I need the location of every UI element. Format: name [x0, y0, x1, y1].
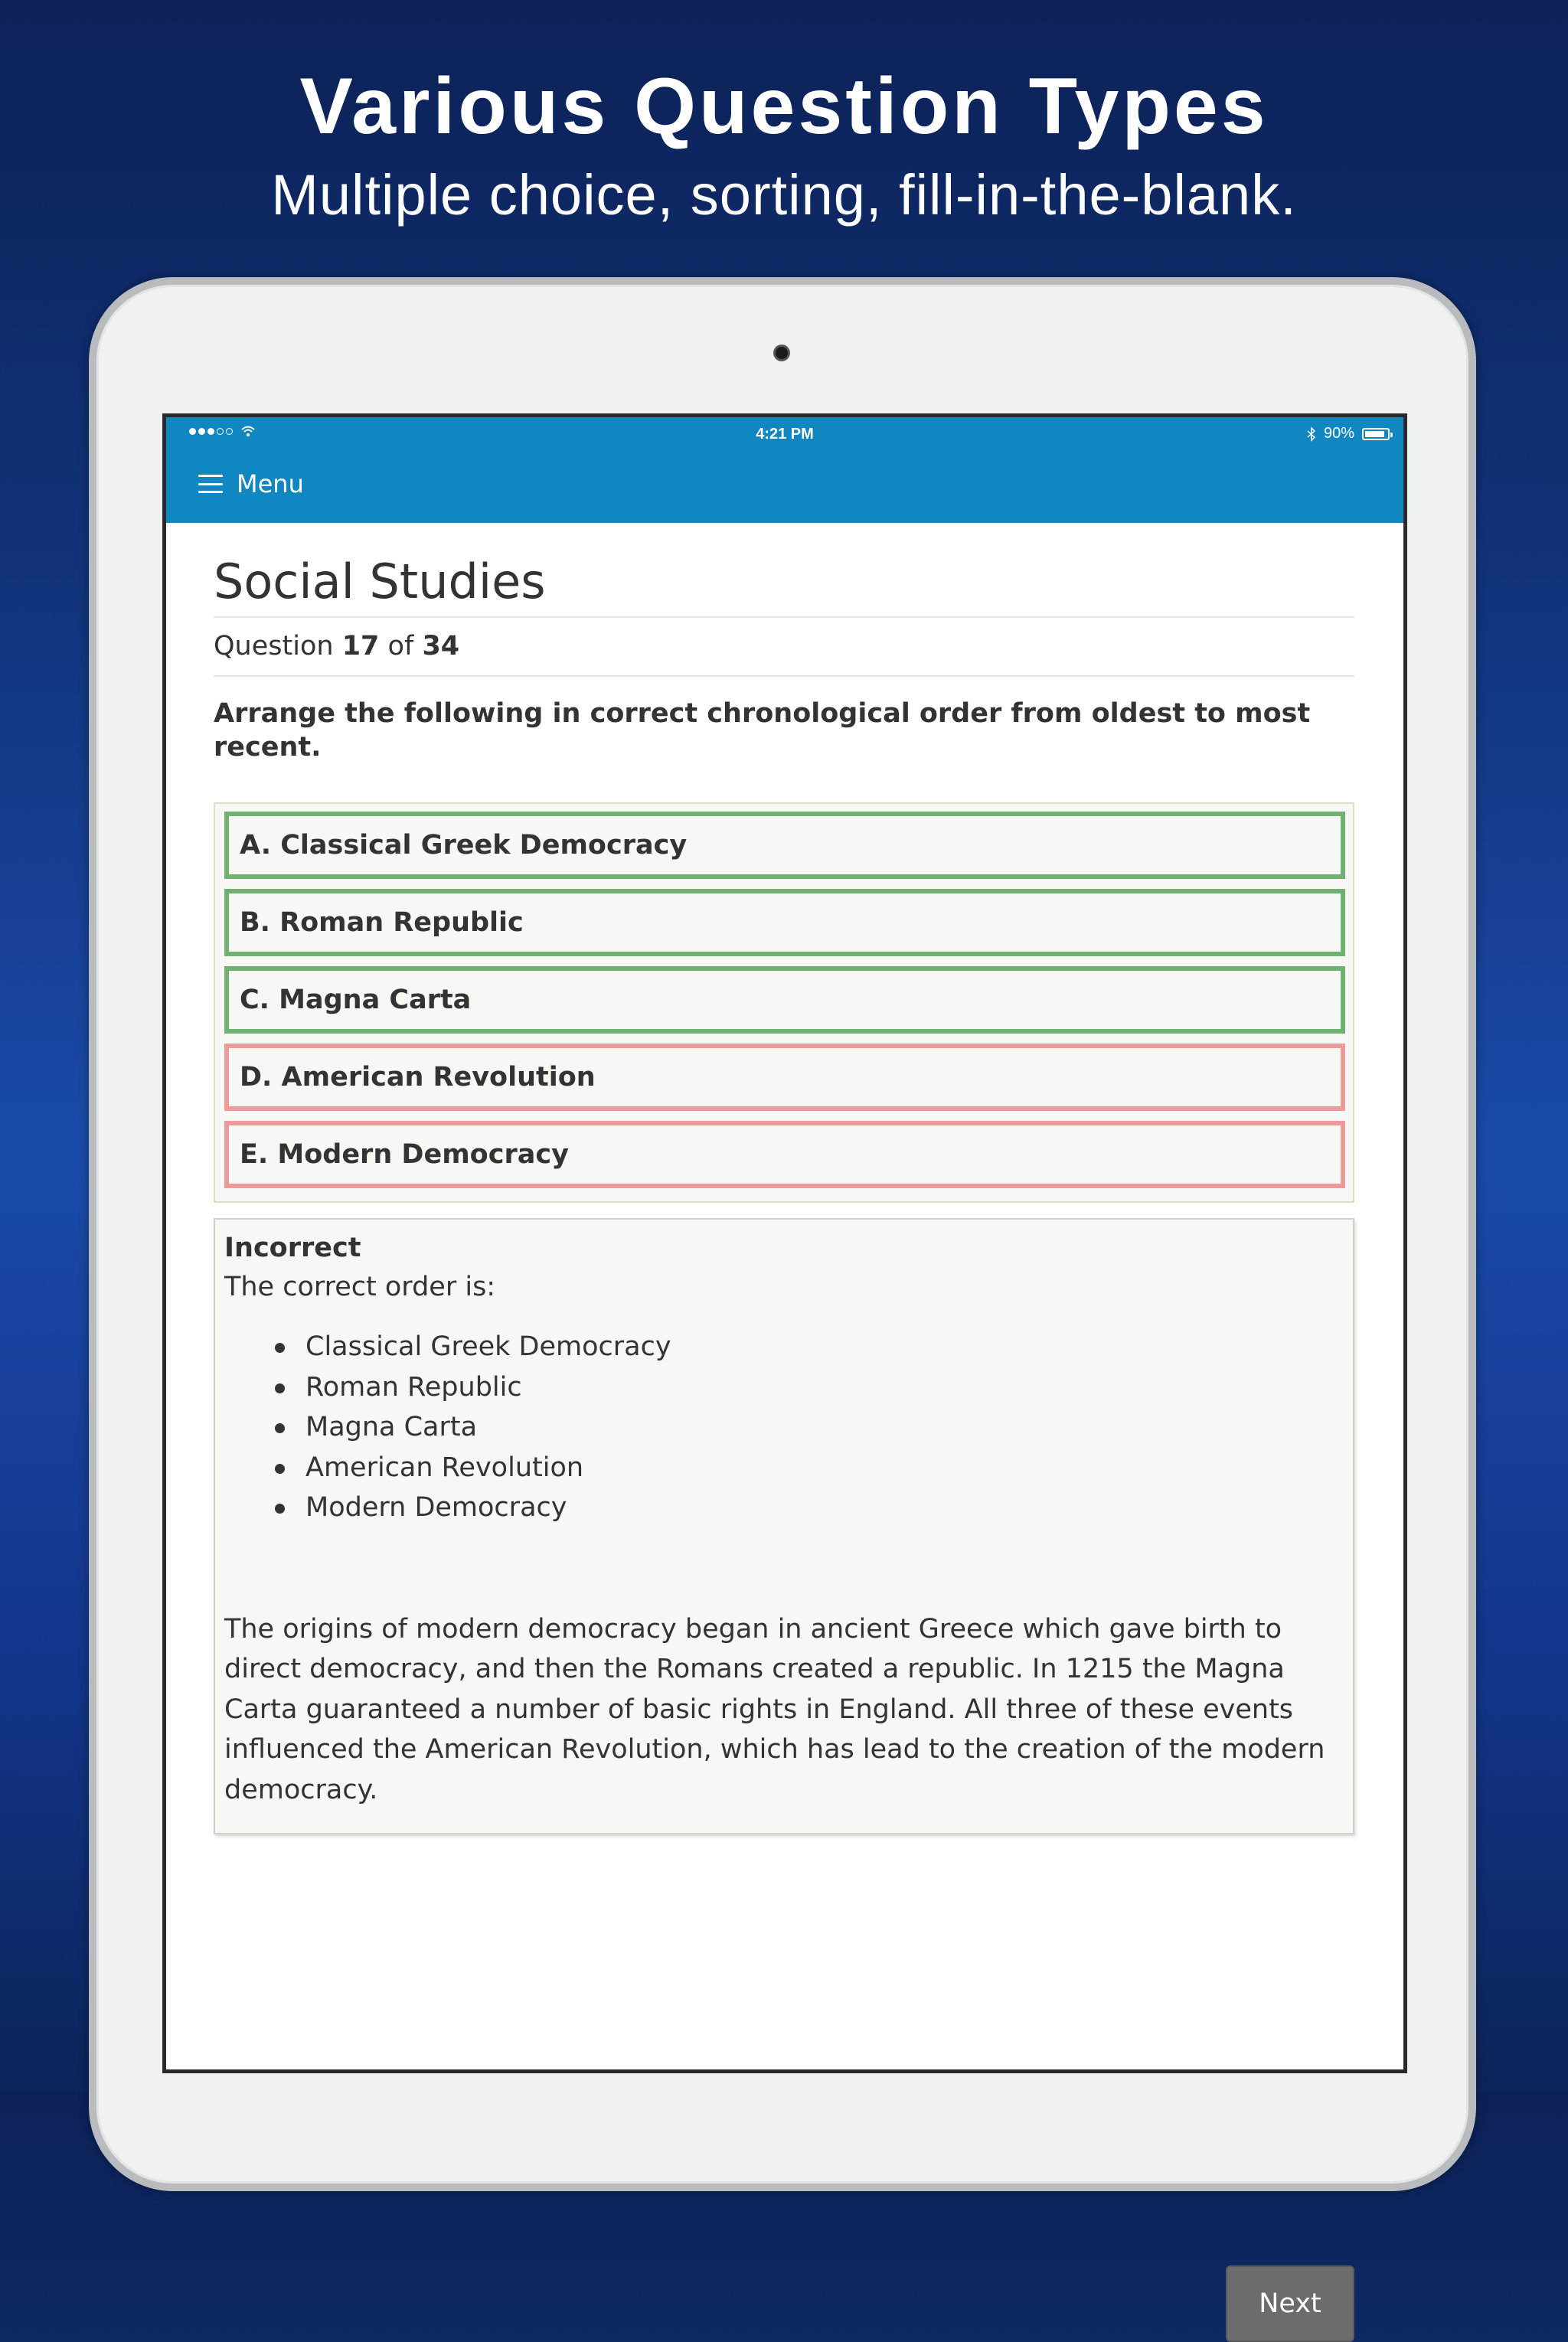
- promo-subline: Multiple choice, sorting, fill-in-the-blank.: [271, 163, 1297, 227]
- feedback-title: Incorrect: [224, 1233, 361, 1263]
- nav-bar: [166, 451, 1403, 523]
- divider: [214, 675, 1354, 677]
- list-item: Classical Greek Democracy: [275, 1327, 1344, 1367]
- sortable-option[interactable]: E. Modern Democracy: [224, 1121, 1345, 1188]
- camera-icon: [773, 345, 790, 361]
- list-item: Roman Republic: [275, 1367, 1344, 1408]
- sortable-option[interactable]: C. Magna Carta: [224, 966, 1345, 1034]
- question-counter: Question 17 of 34: [214, 631, 460, 661]
- next-button[interactable]: Next: [1226, 2265, 1354, 2342]
- menu-label: Menu: [237, 469, 304, 498]
- status-bar: [166, 417, 1403, 451]
- quiz-content: [214, 523, 1354, 2319]
- menu-button[interactable]: [198, 469, 304, 498]
- page-title: Social Studies: [214, 554, 546, 609]
- status-time: 4:21 PM: [756, 426, 814, 443]
- answer-feedback: [214, 1218, 1354, 1834]
- correct-order-list: [224, 1327, 1344, 1528]
- battery-percent: 90%: [1323, 425, 1354, 442]
- bluetooth-icon: [1307, 427, 1316, 441]
- list-item: American Revolution: [275, 1448, 1344, 1488]
- question-number: 17: [341, 631, 380, 661]
- status-right: [1307, 425, 1390, 443]
- question-prompt: Arrange the following in correct chronological order from oldest to most recent.: [214, 698, 1311, 763]
- sortable-option[interactable]: D. American Revolution: [224, 1044, 1345, 1111]
- feedback-intro: The correct order is:: [224, 1272, 496, 1302]
- hamburger-icon: [198, 475, 223, 493]
- list-item: Modern Democracy: [275, 1488, 1344, 1528]
- sortable-option[interactable]: B. Roman Republic: [224, 889, 1345, 956]
- battery-icon: [1362, 428, 1390, 440]
- feedback-explanation: The origins of modern democracy began in ancient Greece which gave birth to direct democracy, and then the Romans created a republic. In 1215 the Magna Carta guaranteed a number of basic rights in England. All three of these events influenced the American Revolution, which has lead to the creation of the modern democracy.: [224, 1613, 1325, 1805]
- app-screen: [162, 413, 1407, 2319]
- sortable-option[interactable]: A. Classical Greek Democracy: [224, 812, 1345, 879]
- question-total: 34: [422, 631, 460, 661]
- promo-headline: Various Question Types: [299, 62, 1269, 151]
- list-item: Magna Carta: [275, 1407, 1344, 1448]
- sortable-options-list: [214, 802, 1354, 1203]
- battery-fill: [1365, 431, 1384, 437]
